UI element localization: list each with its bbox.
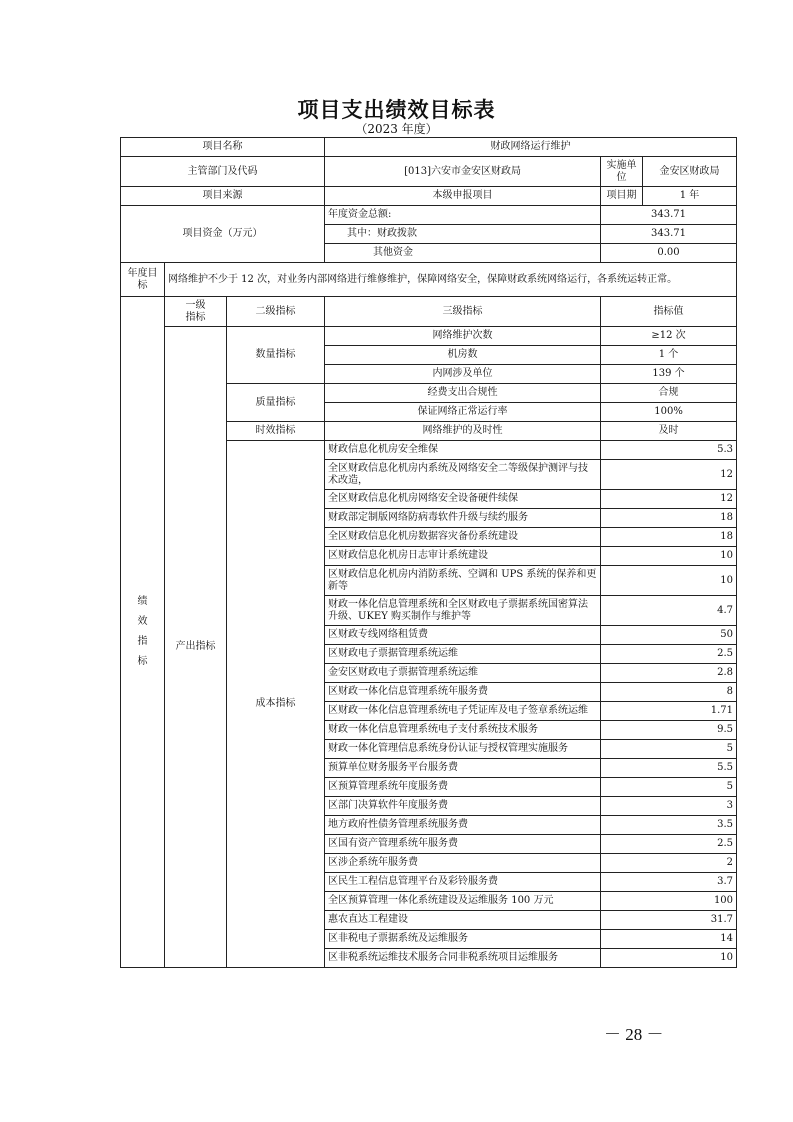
indicator-value: 18: [601, 509, 737, 528]
indicator-value: 18: [601, 528, 737, 547]
indicator-name: 区国有资产管理系统年服务费: [325, 835, 601, 854]
indicator-value: 3.7: [601, 873, 737, 892]
perf-header-row: [121, 297, 737, 327]
indicator-value: 4.7: [601, 596, 737, 626]
document-title: 项目支出绩效目标表: [297, 97, 496, 122]
performance-table-body: [121, 138, 737, 968]
indicator-value: 14: [601, 930, 737, 949]
indicator-name: 区非税电子票据系统及运维服务: [325, 930, 601, 949]
header-value: 指标值: [601, 297, 737, 327]
indicator-name: 经费支出合规性: [325, 384, 601, 403]
indicator-name: 网络维护的及时性: [325, 422, 601, 441]
indicator-name: 财政部定制版网络防病毒软件升级与续约服务: [325, 509, 601, 528]
annual-goal-text: 网络维护不少于 12 次，对业务内部网络进行维修维护，保障网络安全，保障财政系统网络运行，各系统运转正常。: [165, 263, 737, 297]
impl-unit-value: 金安区财政局: [643, 157, 737, 187]
row-source: [121, 187, 737, 206]
indicator-value: 50: [601, 626, 737, 645]
indicator-value: 5: [601, 740, 737, 759]
indicator-value: 5.3: [601, 441, 737, 460]
quality-indicator-label: 质量指标: [227, 384, 325, 422]
fund-other-label: 其他资金: [325, 244, 601, 263]
indicator-value: 9.5: [601, 721, 737, 740]
time-indicator-label: 时效指标: [227, 422, 325, 441]
period-label: 项目期: [601, 187, 643, 206]
indicator-name: 区财政一体化信息管理系统电子凭证库及电子签章系统运维: [325, 702, 601, 721]
fund-total-value: 343.71: [601, 206, 737, 225]
header-level1: 一级指标: [165, 297, 227, 327]
indicator-value: 31.7: [601, 911, 737, 930]
indicator-name: 地方政府性债务管理系统服务费: [325, 816, 601, 835]
impl-unit-label: 实施单位: [601, 157, 643, 187]
indicator-name: 区民生工程信息管理平台及彩铃服务费: [325, 873, 601, 892]
indicator-name: 预算单位财务服务平台服务费: [325, 759, 601, 778]
row-project-name: [121, 138, 737, 157]
indicator-name: 区非税系统运维技术服务合同非税系统项目运维服务: [325, 949, 601, 968]
indicator-value: 3: [601, 797, 737, 816]
indicator-value: 10: [601, 547, 737, 566]
indicator-name: 财政一体化信息管理系统和全区财政电子票据系统国密算法升级、UKEY 购买制作与维护等: [325, 596, 601, 626]
indicator-name: 惠农直达工程建设: [325, 911, 601, 930]
indicator-name: 财政一体化管理信息系统身份认证与授权管理实施服务: [325, 740, 601, 759]
indicator-value: 5: [601, 778, 737, 797]
source-label: 项目来源: [121, 187, 325, 206]
indicator-name: 金安区财政电子票据管理系统运维: [325, 664, 601, 683]
indicator-value: 10: [601, 949, 737, 968]
indicator-value: 1 个: [601, 346, 737, 365]
cost-indicator-label: 成本指标: [227, 441, 325, 968]
fund-other-value: 0.00: [601, 244, 737, 263]
quantity-indicator-label: 数量指标: [227, 327, 325, 384]
indicator-name: 保证网络正常运行率: [325, 403, 601, 422]
indicator-name: 全区财政信息化机房数据容灾备份系统建设: [325, 528, 601, 547]
header-level3: 三级指标: [325, 297, 601, 327]
row-department: [121, 157, 737, 187]
indicator-value: 2: [601, 854, 737, 873]
indicator-name: 全区预算管理一体化系统建设及运维服务 100 万元: [325, 892, 601, 911]
indicator-name: 机房数: [325, 346, 601, 365]
fund-fiscal-value: 343.71: [601, 225, 737, 244]
perf-section-label: 绩效指标: [121, 297, 165, 968]
indicator-name: 全区财政信息化机房网络安全设备硬件续保: [325, 490, 601, 509]
row-annual-goal: [121, 263, 737, 297]
period-value: 1 年: [643, 187, 737, 206]
indicator-value: 3.5: [601, 816, 737, 835]
source-value: 本级申报项目: [325, 187, 601, 206]
indicator-value: 2.5: [601, 835, 737, 854]
indicator-value: 12: [601, 460, 737, 490]
indicator-name: 区财政一体化信息管理系统年服务费: [325, 683, 601, 702]
indicator-value: 12: [601, 490, 737, 509]
indicator-value: 8: [601, 683, 737, 702]
indicator-value: ≥12 次: [601, 327, 737, 346]
project-name-label: 项目名称: [121, 138, 325, 157]
indicator-value: 100: [601, 892, 737, 911]
indicator-name: 区部门决算软件年度服务费: [325, 797, 601, 816]
indicator-value: 1.71: [601, 702, 737, 721]
performance-table: [120, 137, 737, 968]
fund-fiscal-label: 其中：财政拨款: [325, 225, 601, 244]
indicator-name: 区预算管理系统年度服务费: [325, 778, 601, 797]
quantity_rows-row: [121, 327, 737, 346]
indicator-value: 5.5: [601, 759, 737, 778]
indicator-name: 区财政信息化机房日志审计系统建设: [325, 547, 601, 566]
fund-label: 项目资金（万元）: [121, 206, 325, 263]
indicator-name: 区财政专线网络租赁费: [325, 626, 601, 645]
project-name-value: 财政网络运行维护: [325, 138, 737, 157]
indicator-value: 139 个: [601, 365, 737, 384]
indicator-name: 区涉企系统年服务费: [325, 854, 601, 873]
indicator-name: 网络维护次数: [325, 327, 601, 346]
annual-goal-label: 年度目标: [121, 263, 165, 297]
indicator-name: 区财政电子票据管理系统运维: [325, 645, 601, 664]
indicator-name: 内网涉及单位: [325, 365, 601, 384]
indicator-value: 2.5: [601, 645, 737, 664]
indicator-value: 100%: [601, 403, 737, 422]
indicator-value: 及时: [601, 422, 737, 441]
indicator-name: 区财政信息化机房内消防系统、空调和 UPS 系统的保养和更新等: [325, 566, 601, 596]
indicator-name: 财政一体化信息管理系统电子支付系统技术服务: [325, 721, 601, 740]
indicator-value: 2.8: [601, 664, 737, 683]
indicator-value: 合规: [601, 384, 737, 403]
output-indicator-label: 产出指标: [165, 327, 227, 968]
page-number: － 28 －: [604, 1025, 664, 1044]
department-label: 主管部门及代码: [121, 157, 325, 187]
indicator-name: 全区财政信息化机房内系统及网络安全二等级保护测评与技术改造，: [325, 460, 601, 490]
row-fund-total: [121, 206, 737, 225]
indicator-name: 财政信息化机房安全维保: [325, 441, 601, 460]
indicator-value: 10: [601, 566, 737, 596]
fund-total-label: 年度资金总额:: [325, 206, 601, 225]
department-value: [013]六安市金安区财政局: [325, 157, 601, 187]
document-subtitle: （2023 年度）: [355, 122, 438, 136]
header-level2: 二级指标: [227, 297, 325, 327]
